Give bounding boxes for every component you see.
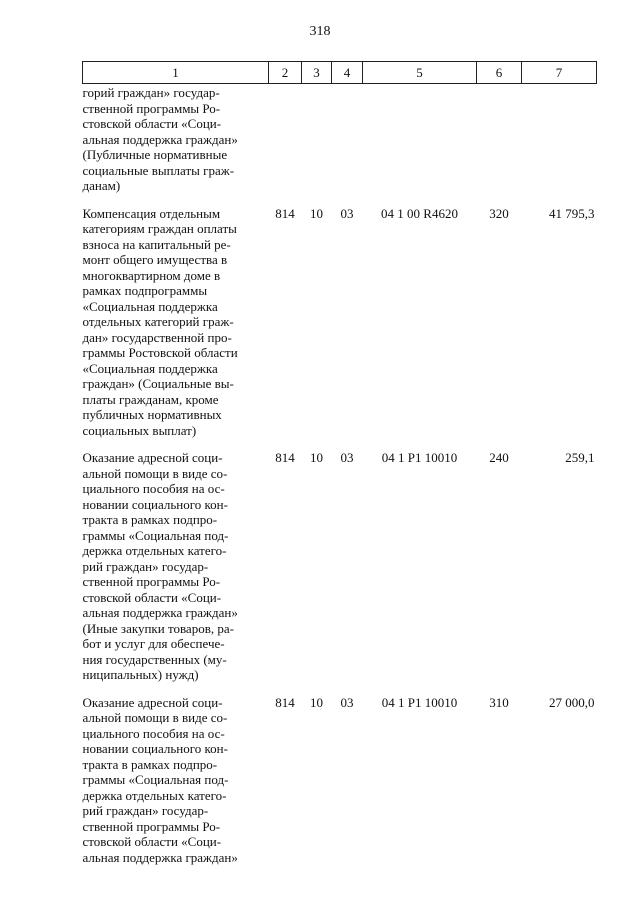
row-rz xyxy=(302,84,332,194)
column-header-2: 2 xyxy=(269,62,302,84)
row-sum: 259,1 xyxy=(565,450,595,465)
row-vr: 240 xyxy=(489,450,509,465)
column-header-6: 6 xyxy=(477,62,522,84)
table-row xyxy=(83,683,597,866)
column-header-7: 7 xyxy=(522,62,597,84)
row-csr: 04 1 P1 10010 xyxy=(381,694,458,710)
table-row xyxy=(83,84,597,194)
row-pr: 03 xyxy=(340,205,354,221)
row-rz: 10 xyxy=(310,450,323,465)
row-name: горий граждан» государ- ственной программы Ро- стовской области «Соци- альная поддержка граждан» (Публичные нормативные социальные выплаты граж- данам) xyxy=(82,85,238,193)
header-row xyxy=(83,62,597,84)
row-sum xyxy=(522,84,597,194)
budget-table xyxy=(82,61,597,865)
row-ved: 814 xyxy=(275,205,295,221)
row-vr xyxy=(477,84,522,194)
column-header-4: 4 xyxy=(332,62,363,84)
row-ved: 814 xyxy=(275,694,295,710)
column-header-5: 5 xyxy=(363,62,477,84)
row-name: Оказание адресной соци- альной помощи в виде со- циального пособия на ос- новании социального кон- тракта в рамках подпро- граммы «Социальная под- держка отдельных катего- рий граждан» государ- ственной программы Ро- стовской области «Соци- альная поддержка граждан» xyxy=(82,694,238,865)
row-csr: 04 1 00 R4620 xyxy=(381,205,458,221)
table-row xyxy=(83,194,597,439)
row-pr: 03 xyxy=(340,694,354,710)
row-rz: 10 xyxy=(310,694,323,710)
row-ved: 814 xyxy=(275,450,295,465)
table-header xyxy=(83,62,597,84)
table-body xyxy=(83,84,597,866)
row-sum: 41 795,3 xyxy=(549,205,595,221)
table-row xyxy=(83,438,597,683)
column-header-1: 1 xyxy=(83,62,269,84)
row-name: Компенсация отдельным категориям граждан оплаты взноса на капитальный ре- монт общего имущества в многоквартирном доме в рамках подпрограммы «Социальная поддержка отдельных категорий граж- дан» государственной про- граммы Ростовской области «Социальная поддержка граждан» (Социальные вы- платы гражданам, кроме публичных нормативных социальных выплат) xyxy=(82,205,238,438)
row-name: Оказание адресной соци- альной помощи в виде со- циального пособия на ос- новании социального кон- тракта в рамках подпро- граммы «Социальная под- держка отдельных катего- рий граждан» государ- ственной программы Ро- стовской области «Соци- альная поддержка граждан» (Иные закупки товаров, ра- бот и услуг для обеспече- ния государственных (му- ниципальных) нужд) xyxy=(82,450,238,682)
row-csr xyxy=(363,84,477,194)
page-number: 318 xyxy=(309,24,331,39)
row-ved xyxy=(269,84,302,194)
row-vr: 320 xyxy=(489,205,509,221)
row-pr: 03 xyxy=(340,450,354,465)
row-pr xyxy=(332,84,363,194)
row-sum: 27 000,0 xyxy=(549,694,595,710)
column-header-3: 3 xyxy=(302,62,332,84)
row-rz: 10 xyxy=(310,205,323,221)
row-csr: 04 1 P1 10010 xyxy=(381,450,458,465)
row-vr: 310 xyxy=(489,694,509,710)
